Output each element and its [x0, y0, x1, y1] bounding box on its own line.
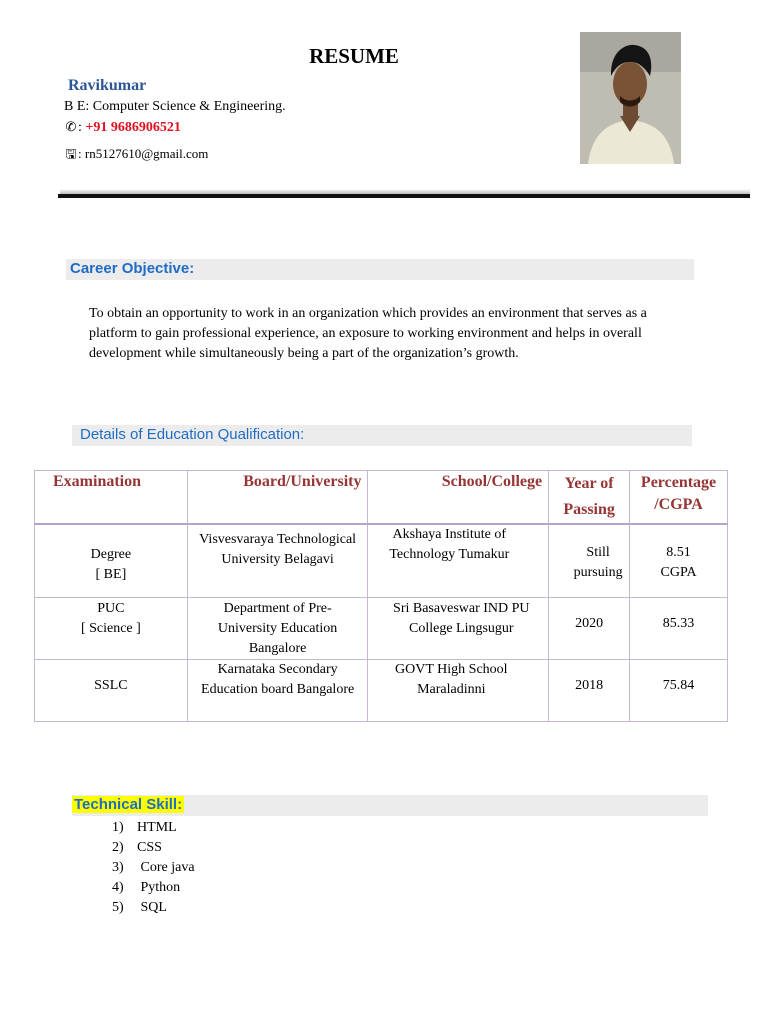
header-school: School/College: [368, 471, 549, 525]
education-table: [34, 470, 728, 722]
career-objective-text: To obtain an opportunity to work in an organization which provides an environment that serves as a platform to gain professional experience, an exposure to working environment and helps in overall development while simultaneously being a part of the organization’s growth.: [89, 306, 647, 361]
skill-label: Core java: [140, 860, 195, 875]
candidate-degree: B E: Computer Science & Engineering.: [64, 99, 286, 114]
cell-year: 2020: [549, 597, 630, 659]
skill-label: CSS: [137, 840, 162, 855]
resume-title: RESUME: [309, 44, 399, 68]
cell-score: 75.84: [630, 659, 728, 721]
email-address: rn5127610@gmail.com: [84, 146, 209, 161]
skills-list: [112, 818, 195, 918]
cell-school: GOVT High School Maraladinni: [368, 659, 549, 721]
skill-label: HTML: [137, 820, 177, 835]
list-item: 3) Core java: [112, 860, 195, 875]
career-objective-heading: Career Objective:: [70, 260, 195, 277]
candidate-name: Ravikumar: [68, 77, 147, 94]
skill-label: SQL: [140, 900, 167, 915]
cell-exam: PUC [ Science ]: [35, 597, 188, 659]
education-header-row: [35, 471, 728, 525]
email-row: 🖫: rn5127610@gmail.com: [64, 145, 208, 167]
cell-year: 2018: [549, 659, 630, 721]
header-rule: [58, 194, 750, 198]
phone-icon: ✆: [65, 120, 77, 135]
cell-school: Sri Basaveswar IND PU College Lingsugur: [368, 597, 549, 659]
computer-icon: 🖫: [65, 147, 77, 162]
table-row: [35, 524, 728, 597]
phone-row: ✆ : +91 9686906521: [65, 120, 181, 135]
list-item: 4) Python: [112, 880, 181, 895]
profile-photo: [580, 32, 681, 164]
cell-board: Karnataka Secondary Education board Bangalore: [187, 659, 368, 721]
cell-score: 85.33: [630, 597, 728, 659]
list-item: 5) SQL: [112, 900, 167, 915]
table-row: [35, 597, 728, 659]
cell-score: 8.51 CGPA: [630, 524, 728, 597]
header-year: Year of Passing: [549, 471, 630, 525]
table-row: [35, 659, 728, 721]
header-examination: Examination: [35, 471, 188, 525]
header-percentage: Percentage /CGPA: [630, 471, 728, 525]
cell-board: Visvesvaraya Technological University Belagavi: [187, 524, 368, 597]
education-heading: Details of Education Qualification:: [80, 426, 305, 443]
phone-number: +91 9686906521: [85, 120, 181, 135]
header-board: Board/University: [187, 471, 368, 525]
list-item: 2) CSS: [112, 840, 162, 855]
technical-skill-heading: Technical Skill:: [74, 796, 183, 813]
cell-exam: Degree [ BE]: [35, 524, 188, 597]
cell-exam: SSLC: [35, 659, 188, 721]
skill-label: Python: [140, 880, 181, 895]
list-item: 1) HTML: [112, 820, 177, 835]
cell-school: Akshaya Institute of Technology Tumakur: [368, 524, 549, 597]
cell-year: Still pursuing: [549, 524, 630, 597]
cell-board: Department of Pre-University Education Bangalore: [187, 597, 368, 659]
